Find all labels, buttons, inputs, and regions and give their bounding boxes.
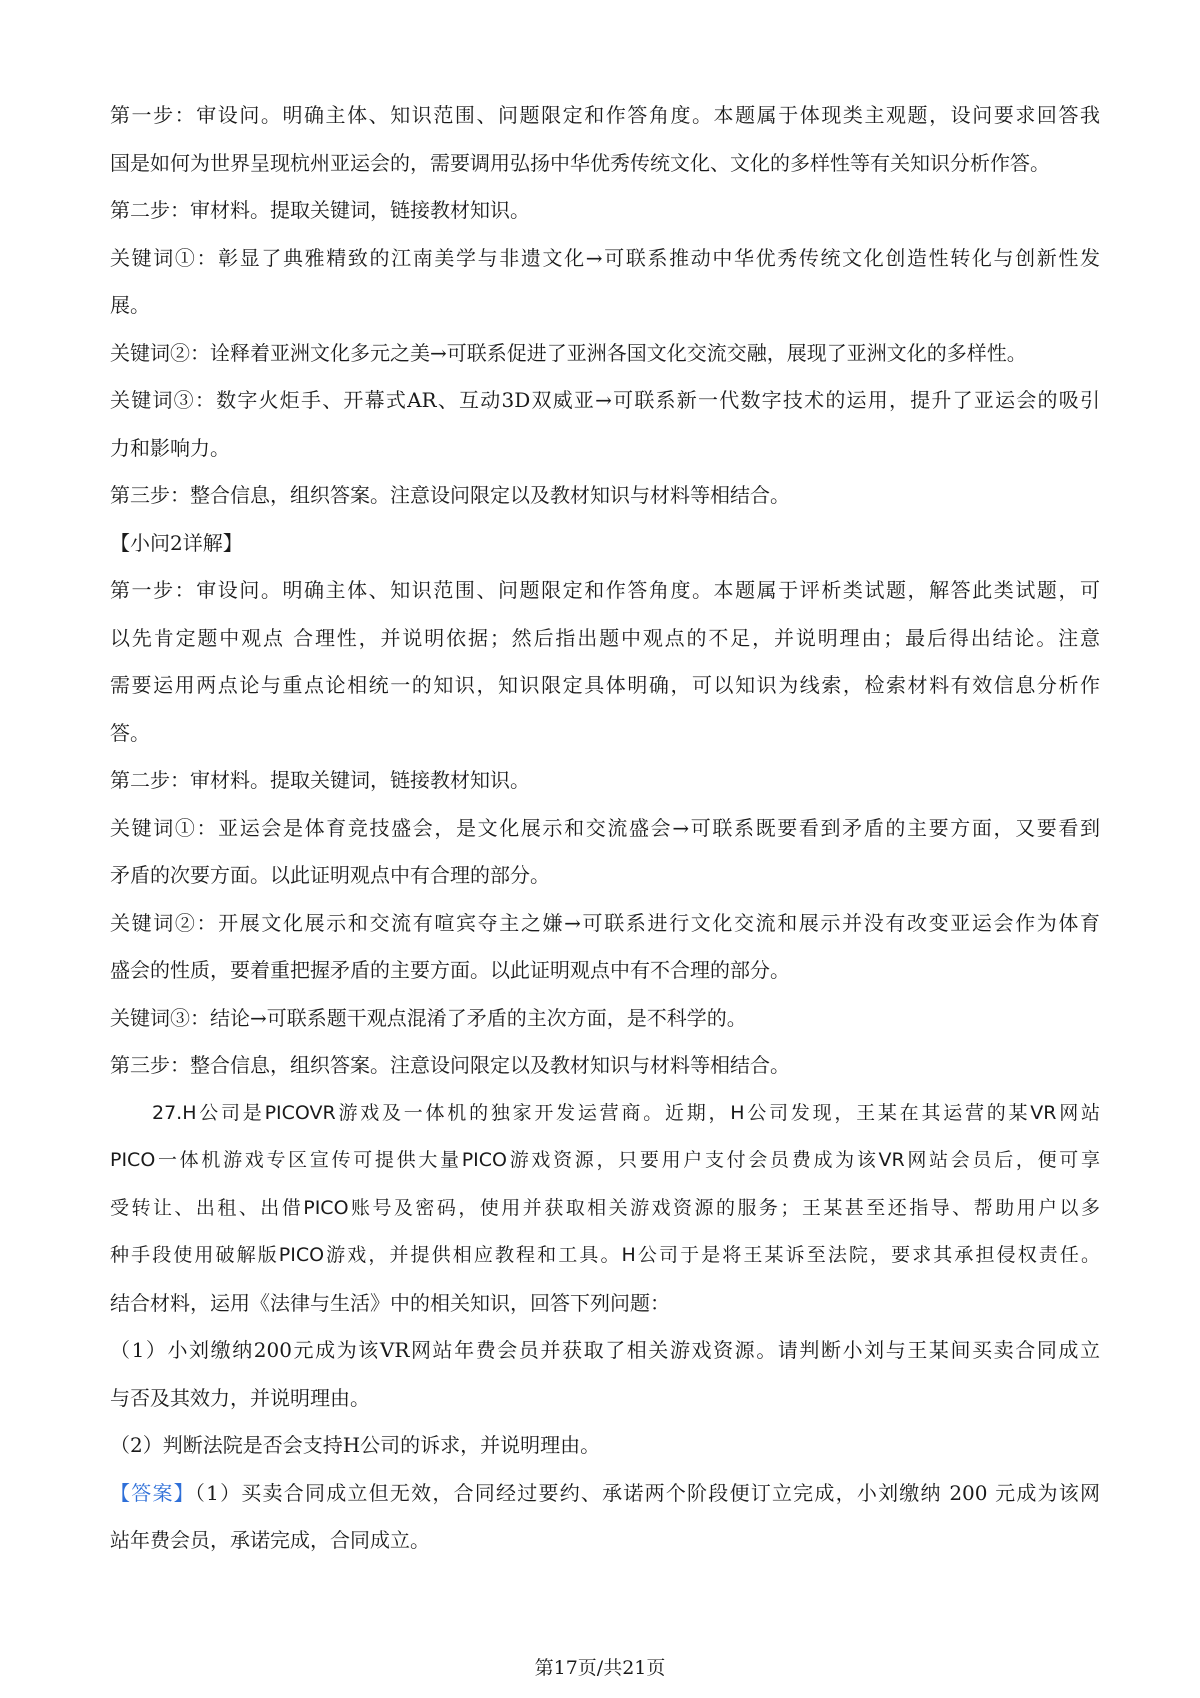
s2-step1-line3: 需要运用两点论与重点论相统一的知识，知识限定具体明确，可以知识为线索，检索材料有效信息分析作 <box>110 673 1100 697</box>
s1-step3: 第三步：整合信息，组织答案。注意设问限定以及教材知识与材料等相结合。 <box>110 483 790 507</box>
s1-step1-line2: 国是如何为世界呈现杭州亚运会的，需要调用弘扬中华优秀传统文化、文化的多样性等有关知识分析作答。 <box>110 150 1050 175</box>
s2-step1-line4: 答。 <box>110 720 150 745</box>
s2-step1-line1: 第一步：审设问。明确主体、知识范围、问题限定和作答角度。本题属于评析类试题，解答此类试题，可 <box>110 578 1100 602</box>
s1-keyword3-line1: 关键词③：数字火炬手、开幕式AR、互动3D双威亚→可联系新一代数字技术的运用，提升了亚运会的吸引 <box>110 388 1100 412</box>
sub-question-1-line1: （1）小刘缴纳200元成为该VR网站年费会员并获取了相关游戏资源。请判断小刘与王某间买卖合同成立 <box>110 1338 1100 1362</box>
page-content <box>110 92 1100 1565</box>
sub-question-2: （2）判断法院是否会支持H公司的诉求，并说明理由。 <box>110 1433 601 1457</box>
answer-text-line1: （1）买卖合同成立但无效，合同经过要约、承诺两个阶段便订立完成，小刘缴纳 200 元成为该网 <box>194 1480 1100 1505</box>
s1-step1-line1: 第一步：审设问。明确主体、知识范围、问题限定和作答角度。本题属于体现类主观题，设问要求回答我 <box>110 103 1100 127</box>
sub-question-2-heading: 【小问2详解】 <box>110 530 243 555</box>
s1-step2: 第二步：审材料。提取关键词，链接教材知识。 <box>110 198 530 222</box>
s2-keyword2-line2: 盛会的性质，要着重把握矛盾的主要方面。以此证明观点中有不合理的部分。 <box>110 958 790 982</box>
answer-tag: 【答案】 <box>110 1480 195 1505</box>
question-27-line1: 27.H公司是PICOVR游戏及一体机的独家开发运营商。近期，H公司发现，王某在其运营的某VR网站 <box>152 1101 1100 1124</box>
page-number: 第17页/共21页 <box>534 1657 666 1679</box>
s2-keyword2-line1: 关键词②：开展文化展示和交流有喧宾夺主之嫌→可联系进行文化交流和展示并没有改变亚运会作为体育 <box>110 910 1100 935</box>
sub-question-1-line2: 与否及其效力，并说明理由。 <box>110 1385 370 1410</box>
question-27-line2: PICO一体机游戏专区宣传可提供大量PICO游戏资源，只要用户支付会员费成为该VR网站会员后，便可享 <box>110 1149 1100 1171</box>
s1-keyword3-line2: 力和影响力。 <box>110 435 230 460</box>
s2-step3: 第三步：整合信息，组织答案。注意设问限定以及教材知识与材料等相结合。 <box>110 1053 790 1077</box>
question-27-line4: 种手段使用破解版PICO游戏，并提供相应教程和工具。H公司于是将王某诉至法院，要求其承担侵权责任。 <box>110 1244 1100 1266</box>
s1-keyword1-line1: 关键词①：彰显了典雅精致的江南美学与非遗文化→可联系推动中华优秀传统文化创造性转化与创新性发 <box>110 245 1100 270</box>
s2-keyword3: 关键词③：结论→可联系题干观点混淆了矛盾的主次方面，是不科学的。 <box>110 1005 747 1030</box>
s2-step2: 第二步：审材料。提取关键词，链接教材知识。 <box>110 768 530 792</box>
answer-line2: 站年费会员，承诺完成，合同成立。 <box>110 1528 430 1552</box>
question-27-instruction: 结合材料，运用《法律与生活》中的相关知识，回答下列问题： <box>110 1290 670 1315</box>
s1-keyword1-line2: 展。 <box>110 293 150 317</box>
s1-keyword2: 关键词②：诠释着亚洲文化多元之美→可联系促进了亚洲各国文化交流交融，展现了亚洲文化的多样性。 <box>110 340 1027 365</box>
s2-keyword1-line1: 关键词①：亚运会是体育竞技盛会，是文化展示和交流盛会→可联系既要看到矛盾的主要方面，又要看到 <box>110 815 1100 840</box>
question-27-line3: 受转让、出租、出借PICO账号及密码，使用并获取相关游戏资源的服务；王某甚至还指导、帮助用户以多 <box>110 1196 1100 1219</box>
answer-line1 <box>110 1470 1100 1518</box>
s2-step1-line2: 以先肯定题中观点 合理性，并说明依据；然后指出题中观点的不足，并说明理由；最后得出结论。注意 <box>110 625 1100 650</box>
s2-keyword1-line2: 矛盾的次要方面。以此证明观点中有合理的部分。 <box>110 863 550 887</box>
